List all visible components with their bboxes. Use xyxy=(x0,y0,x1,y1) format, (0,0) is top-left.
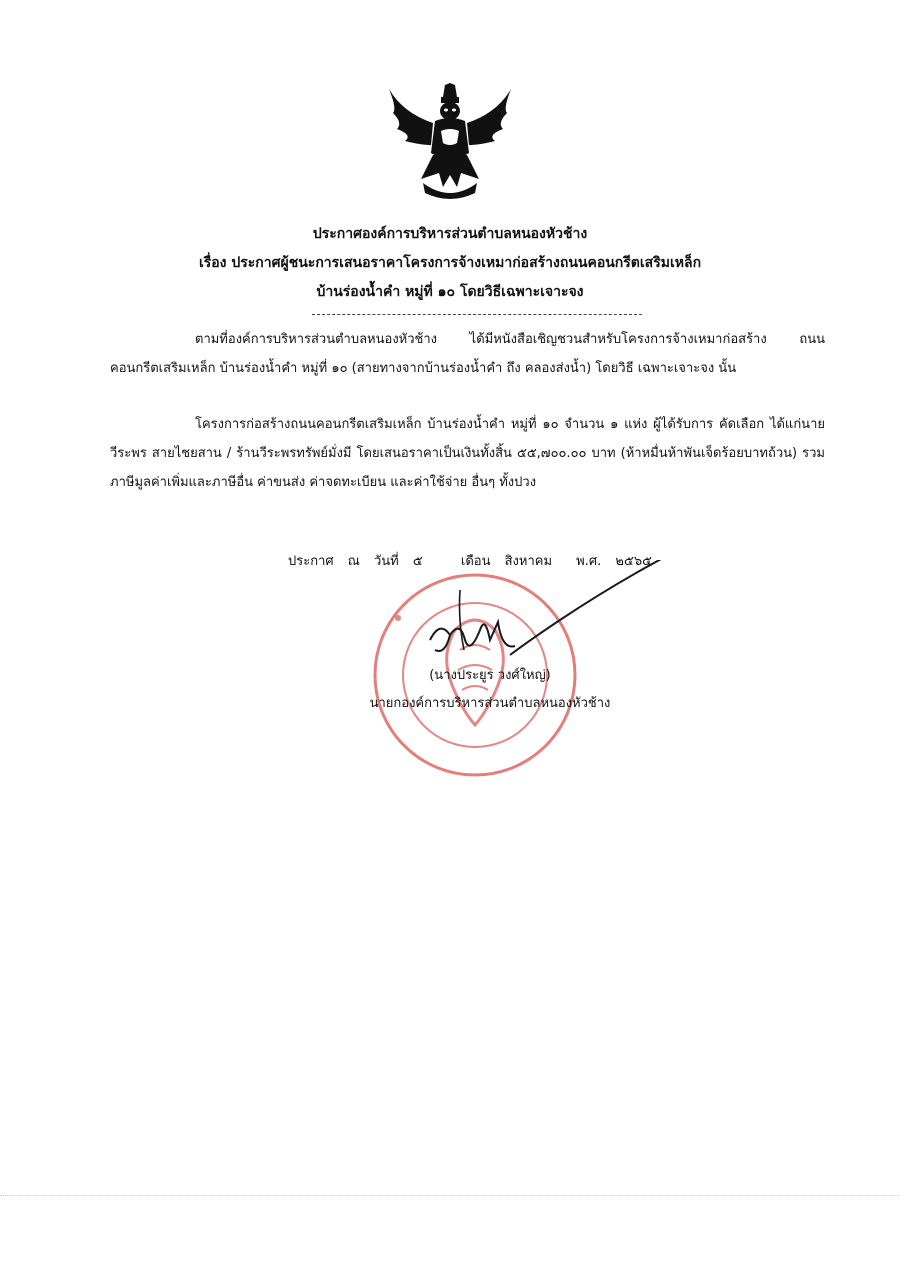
dateline-year-value: ๒๕๖๕ xyxy=(615,554,652,569)
separator-line xyxy=(312,314,642,315)
body-paragraph-1 xyxy=(110,325,825,383)
dateline-day-value: ๕ xyxy=(412,554,423,569)
garuda-emblem xyxy=(383,83,517,203)
dateline-announce: ประกาศ xyxy=(288,554,334,569)
dateline-day-label: วันที่ xyxy=(373,554,399,569)
dateline-month-value: สิงหาคม xyxy=(504,554,553,569)
body-paragraph-2-text: โครงการก่อสร้างถนนคอนกรีตเสริมเหล็ก บ้านร่องน้ำคำ หมู่ที่ ๑๐ จำนวน ๑ แห่ง ผู้ได้รับการ คัดเลือก ได้แก่นายวีระพร สายไชยสาน / ร้านวีระพรทรัพย์มั่งมี โดยเสนอราคาเป็นเงินทั้งสิ้น ๕๕,๗๐๐.๐๐ บาท (ห้าหมื่นห้าพันเจ็ดร้อยบาทถ้วน) รวมภาษีมูลค่าเพิ่มและภาษีอื่น ค่าขนส่ง ค่าจดทะเบียน และค่าใช้จ่าย อื่นๆ ทั้งปวง xyxy=(110,417,825,490)
signer-name: (นางประยูร วงศ์ใหญ่) xyxy=(429,668,551,683)
page-edge-line xyxy=(0,1195,900,1196)
announcement-subject-cont: บ้านร่องน้ำคำ หมู่ที่ ๑๐ โดยวิธีเฉพาะเจาะจง xyxy=(316,284,584,300)
dateline-month-label: เดือน xyxy=(460,554,491,569)
handwritten-signature xyxy=(420,560,690,680)
body-paragraph-1-text: ตามที่องค์การบริหารส่วนตำบลหนองหัวช้าง ได้มีหนังสือเชิญชวนสำหรับโครงการจ้างเหมาก่อสร้าง ถนนคอนกรีตเสริมเหล็ก บ้านร่องน้ำคำ หมู่ที่ ๑๐ (สายทางจากบ้านร่องน้ำคำ ถึง คลองส่งน้ำ) โดยวิธี เฉพาะเจาะจง นั้น xyxy=(110,332,825,376)
dateline-at: ณ xyxy=(347,554,360,569)
announcement-subject: เรื่อง ประกาศผู้ชนะการเสนอราคาโครงการจ้างเหมาก่อสร้างถนนคอนกรีตเสริมเหล็ก xyxy=(198,255,702,271)
signer-title: นายกองค์การบริหารส่วนตำบลหนองหัวช้าง xyxy=(369,696,611,711)
dateline-year-label: พ.ศ. xyxy=(576,554,602,569)
body-paragraph-2 xyxy=(110,410,825,497)
announcement-title: ประกาศองค์การบริหารส่วนตำบลหนองหัวช้าง xyxy=(312,226,588,242)
